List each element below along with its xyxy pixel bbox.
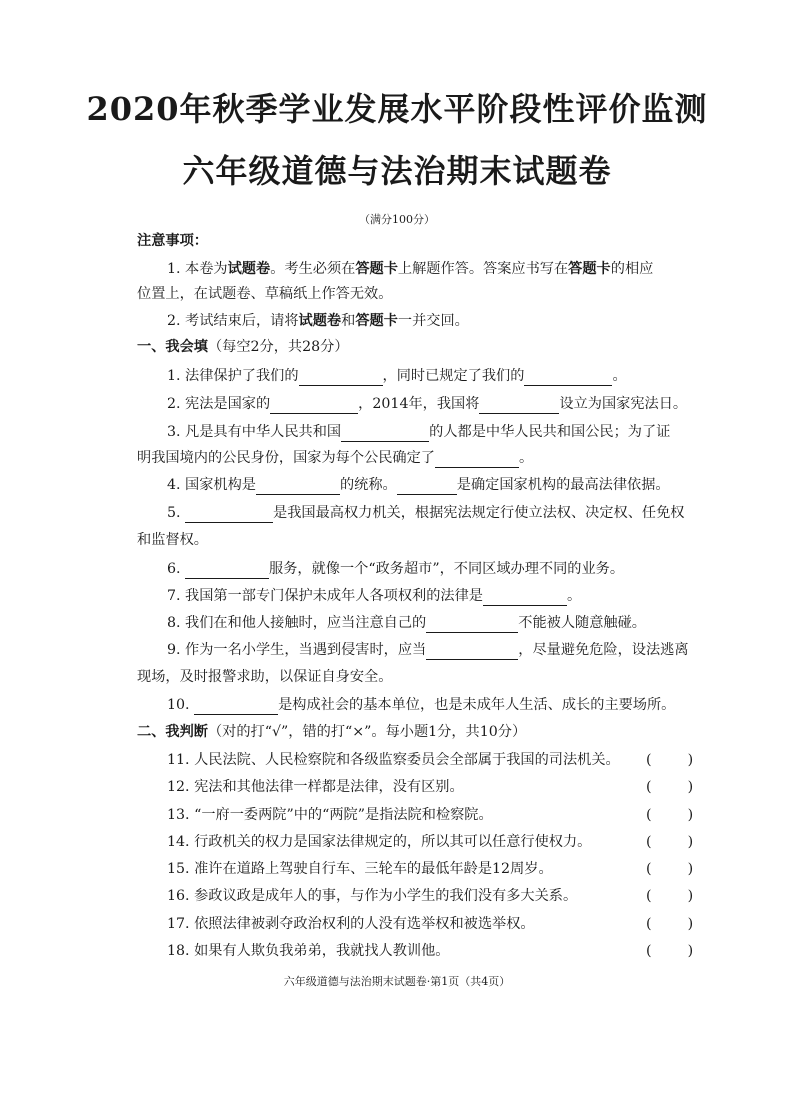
question-text: 4. 国家机构是 [167, 477, 256, 493]
answer-blank [341, 426, 429, 442]
section1-note: （每空2分，共28分） [207, 339, 349, 355]
judge-item: 16. 参政议政是成年人的事，与作为小学生的我们没有多大关系。 [167, 888, 578, 904]
question-text: 是构成社会的基本单位，也是未成年人生活、成长的主要场所。 [278, 697, 676, 713]
full-score-note: （满分100分） [359, 213, 435, 226]
answer-blank [524, 370, 612, 386]
judge-item: 12. 宪法和其他法律一样都是法律，没有区别。 [167, 779, 464, 795]
notice-bold: 答题卡 [568, 261, 611, 277]
question-6 [167, 559, 624, 579]
answer-blank [185, 563, 269, 579]
notice-bold: 试题卷 [227, 261, 271, 277]
notice-item-2 [167, 311, 469, 331]
question-text: 的统称。 [339, 477, 397, 493]
answer-parentheses: ( ) [646, 916, 694, 932]
question-text: 明我国境内的公民身份，国家为每个公民确定了 [137, 450, 435, 466]
answer-blank [426, 617, 518, 633]
question-text: 8. 我们在和他人接触时，应当注意自己的 [167, 615, 427, 631]
answer-blank [483, 590, 567, 606]
exam-title-line1: 2020年秋季学业发展水平阶段性评价监测 [86, 90, 708, 128]
notice-item-1-cont: 位置上，在试题卷、草稿纸上作答无效。 [137, 286, 393, 302]
notice-heading: 注意事项： [137, 233, 208, 249]
judge-item: 13. “一府一委两院”中的“两院”是指法院和检察院。 [167, 807, 493, 823]
answer-parentheses: ( ) [646, 943, 694, 959]
answer-parentheses: ( ) [646, 888, 694, 904]
answer-blank [299, 370, 383, 386]
question-3-cont [137, 448, 533, 468]
notice-item-1 [167, 259, 653, 279]
question-text: 设立为国家宪法日。 [559, 396, 688, 412]
question-text: ，尽量避免危险，设法逃离 [518, 642, 689, 658]
answer-blank [270, 398, 358, 414]
judge-item: 17. 依照法律被剥夺政治权利的人没有选举权和被选举权。 [167, 916, 535, 932]
question-text: 服务，就像一个“政务超市”，不同区域办理不同的业务。 [269, 561, 625, 577]
answer-blank [435, 452, 519, 468]
question-9 [167, 640, 689, 660]
question-1 [167, 366, 627, 386]
notice-text: 一并交回。 [397, 313, 469, 329]
answer-parentheses: ( ) [646, 752, 694, 768]
section1-title: 一、我会填 [137, 339, 208, 355]
page-footer: 六年级道德与法治期末试题卷·第1页（共4页） [283, 975, 511, 988]
section2-note: （对的打“√”，错的打“×”。每小题1分，共10分） [207, 724, 527, 740]
answer-blank [185, 507, 273, 523]
notice-text: 2. 考试结束后，请将 [167, 313, 299, 329]
question-text: 不能被人随意触碰。 [518, 615, 646, 631]
section2-heading [137, 722, 526, 742]
answer-parentheses: ( ) [646, 807, 694, 823]
question-4 [167, 475, 670, 495]
notice-text: 上解题作答。答案应书写在 [397, 261, 569, 277]
question-text: 10. [167, 697, 195, 713]
question-text: 5. [167, 505, 186, 521]
question-5 [167, 503, 685, 523]
answer-blank [397, 479, 457, 495]
question-text: 1. 法律保护了我们的 [167, 368, 299, 384]
question-text: 6. [167, 561, 186, 577]
question-text: 。 [567, 588, 582, 604]
section1-heading [137, 337, 349, 357]
question-text: 7. 我国第一部专门保护未成年人各项权利的法律是 [167, 588, 483, 604]
question-text: 。 [612, 368, 627, 384]
answer-parentheses: ( ) [646, 861, 694, 877]
question-text: 2. 宪法是国家的 [167, 396, 271, 412]
question-text: 9. 作为一名小学生，当遇到侵害时，应当 [167, 642, 427, 658]
notice-text: 1. 本卷为 [167, 261, 228, 277]
judge-item: 14. 行政机关的权力是国家法律规定的，所以其可以任意行使权力。 [167, 834, 592, 850]
answer-parentheses: ( ) [646, 779, 694, 795]
judge-item: 18. 如果有人欺负我弟弟，我就找人教训他。 [167, 943, 450, 959]
question-text: ，2014年，我国将 [358, 396, 480, 412]
judge-item: 15. 准许在道路上驾驶自行车、三轮车的最低年龄是12周岁。 [167, 861, 553, 877]
notice-bold: 试题卷 [298, 313, 342, 329]
question-3 [167, 422, 670, 442]
answer-parentheses: ( ) [646, 834, 694, 850]
question-5-cont: 和监督权。 [137, 532, 208, 548]
answer-blank [194, 699, 278, 715]
notice-bold: 答题卡 [355, 313, 398, 329]
question-7 [167, 586, 581, 606]
question-text: 。 [518, 450, 534, 466]
notice-bold: 答题卡 [355, 261, 398, 277]
answer-blank [256, 479, 340, 495]
answer-blank [426, 644, 518, 660]
question-text: 是我国最高权力机关，根据宪法规定行使立法权、决定权、任免权 [273, 505, 685, 521]
section2-title: 二、我判断 [137, 724, 208, 740]
question-2 [167, 394, 687, 414]
judge-item: 11. 人民法院、人民检察院和各级监察委员会全部属于我国的司法机关。 [167, 752, 620, 768]
notice-text: 和 [341, 313, 356, 329]
question-8 [167, 613, 646, 633]
question-10 [167, 695, 675, 715]
answer-blank [479, 398, 559, 414]
question-text: 是确定国家机构的最高法律依据。 [456, 477, 670, 493]
notice-text: 。考生必须在 [270, 261, 356, 277]
notice-text: 的相应 [610, 261, 654, 277]
question-text: 的人都是中华人民共和国公民；为了证 [429, 424, 671, 440]
question-text: ，同时已规定了我们的 [382, 368, 525, 384]
exam-title-line2: 六年级道德与法治期末试题卷 [182, 152, 612, 190]
question-text: 3. 凡是具有中华人民共和国 [167, 424, 342, 440]
question-9-cont: 现场，及时报警求助，以保证自身安全。 [137, 669, 393, 685]
